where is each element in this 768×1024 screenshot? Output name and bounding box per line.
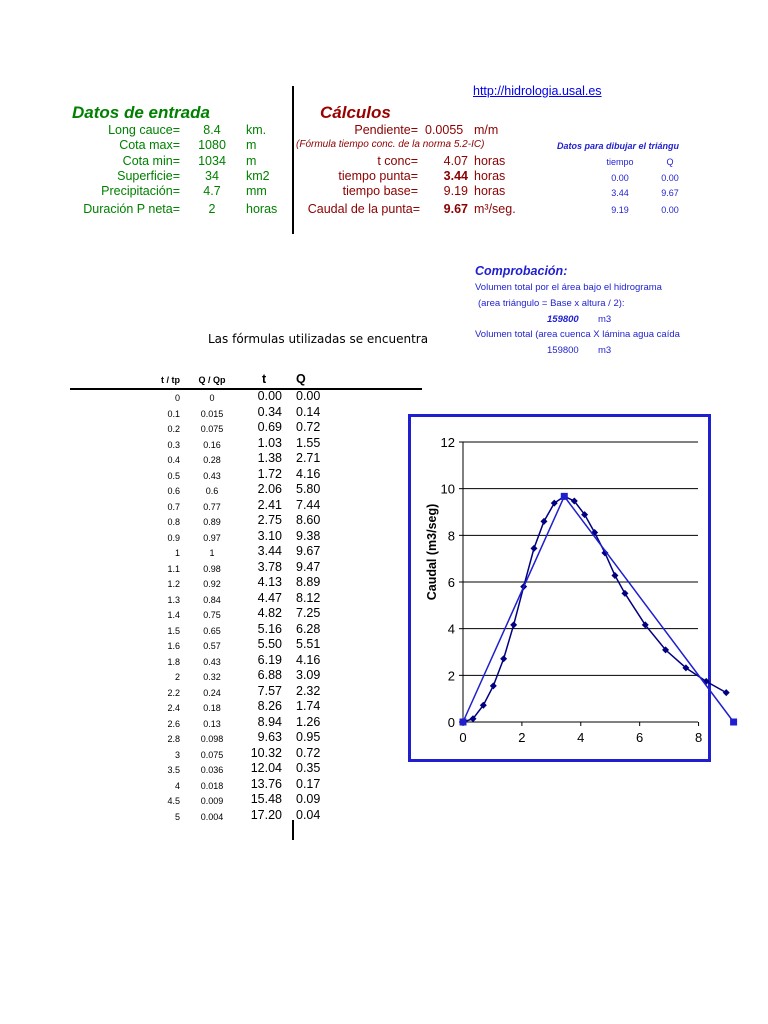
cell-q: 0.04	[296, 807, 321, 822]
triangle-point	[730, 719, 737, 726]
table-row	[0, 405, 430, 420]
cell-q-qp: 0.6	[205, 486, 219, 496]
cell-q: 1.55	[296, 435, 321, 450]
input-label: Cota min=	[122, 154, 180, 168]
table-row	[0, 420, 430, 435]
table-row	[0, 436, 430, 451]
cell-q-qp: 0.84	[203, 594, 221, 605]
cell-t: 2.41	[257, 497, 282, 512]
chart-frame	[408, 414, 703, 764]
tbase-label: tiempo base=	[342, 184, 418, 198]
triangle-head-tiempo: tiempo	[606, 157, 634, 167]
cell-t-tp: 0.2	[167, 424, 180, 434]
cell-q-qp: 0.015	[200, 408, 224, 419]
separator-line-bottom	[292, 820, 294, 840]
input-value[interactable]: 2	[208, 202, 216, 216]
cell-t-tp: 2.6	[167, 718, 180, 729]
x-tick-label: 8	[694, 730, 703, 745]
pendiente-unit: m/m	[474, 123, 499, 137]
x-tick-label: 0	[459, 730, 467, 745]
cell-q: 0.14	[296, 404, 321, 419]
cell-q-qp: 0.43	[203, 470, 221, 481]
input-value[interactable]: 1034	[198, 154, 226, 168]
input-value[interactable]: 1080	[198, 138, 226, 152]
cell-t-tp: 0.4	[167, 455, 180, 465]
cell-t-tp: 0.5	[167, 470, 180, 481]
triangle-tiempo: 9.19	[611, 205, 629, 215]
triangle-q: 0.00	[661, 173, 679, 183]
cell-t-tp: 0.3	[167, 439, 180, 450]
caudal-value: 9.67	[443, 202, 468, 216]
input-label: Precipitación=	[101, 184, 180, 198]
cell-q-qp: 0.43	[203, 656, 221, 667]
tpunta-unit: horas	[474, 169, 506, 183]
cell-t-tp: 1.3	[167, 594, 180, 605]
cell-t: 5.16	[257, 621, 282, 636]
cell-q: 7.25	[296, 606, 321, 620]
cell-t: 8.94	[257, 714, 282, 729]
input-label: Duración P neta=	[83, 202, 180, 216]
x-tick-label: 6	[636, 730, 644, 745]
table-header-q: Q	[296, 372, 306, 386]
check-vol1-value: 159800	[547, 314, 579, 325]
cell-t-tp: 0.1	[167, 408, 180, 419]
cell-t-tp: 2.4	[167, 703, 180, 713]
table-row	[0, 668, 430, 683]
cell-q-qp: 0.24	[203, 687, 221, 698]
cell-q: 0.72	[296, 420, 321, 434]
cell-q-qp: 0.98	[203, 563, 221, 574]
table-row	[0, 498, 430, 513]
formulas-note: Las fórmulas utilizadas se encuentra	[208, 332, 429, 346]
cell-t-tp: 2	[174, 672, 180, 682]
check-title: Comprobación:	[475, 264, 568, 278]
tconc-label: t conc=	[377, 154, 418, 168]
check-line3: Volumen total (area cuenca X lámina agua caída	[475, 329, 680, 340]
cell-q: 1.26	[296, 714, 321, 729]
cell-q-qp: 0.004	[200, 811, 224, 822]
cell-q: 0.72	[296, 745, 321, 760]
x-tick-label: 4	[577, 730, 585, 745]
cell-t: 2.75	[257, 513, 282, 527]
cell-t-tp: 0.7	[167, 501, 180, 512]
cell-t: 4.47	[257, 590, 282, 605]
cell-q-qp: 0.57	[203, 641, 221, 651]
cell-q: 1.74	[296, 699, 321, 713]
cell-q: 5.80	[296, 482, 321, 496]
triangle-q: 0.00	[661, 205, 679, 215]
input-value[interactable]: 34	[205, 169, 219, 183]
cell-t: 3.44	[257, 544, 282, 558]
table-row	[0, 513, 430, 528]
cell-t-tp: 3.5	[167, 765, 180, 775]
table-row	[0, 792, 430, 807]
triangle-tiempo: 0.00	[611, 173, 629, 183]
cell-q-qp: 0.036	[200, 765, 224, 775]
input-unit: m	[246, 154, 257, 168]
table-row	[0, 529, 430, 544]
cell-q-qp: 0.28	[203, 455, 221, 465]
caudal-unit: m³/seg.	[474, 202, 516, 216]
y-axis-label: Caudal (m3/seg)	[425, 503, 439, 601]
tconc-value: 4.07	[443, 154, 468, 168]
cell-q: 9.38	[296, 528, 321, 543]
cell-t: 3.10	[257, 528, 282, 543]
cell-t-tp: 1.1	[167, 563, 180, 574]
cell-q: 4.16	[296, 652, 321, 667]
triangle-point	[460, 719, 467, 726]
check-line1: Volumen total por el área bajo el hidrograma	[475, 282, 662, 293]
cell-q-qp: 0	[209, 393, 215, 403]
input-unit: km.	[246, 123, 267, 137]
y-tick-label: 2	[447, 668, 455, 684]
cell-t-tp: 0.9	[167, 532, 180, 543]
table-row	[0, 560, 430, 575]
cell-q: 3.09	[296, 668, 321, 682]
cell-q: 8.12	[296, 590, 321, 605]
y-tick-label: 8	[447, 528, 455, 544]
cell-t: 4.82	[257, 606, 282, 620]
caudal-label: Caudal de la punta=	[307, 202, 420, 216]
pendiente-value: 0.0055	[425, 123, 464, 137]
cell-t-tp: 1.5	[167, 625, 180, 636]
cell-q-qp: 0.75	[203, 610, 221, 620]
table-row	[0, 451, 430, 466]
table-header-t-tp: t / tp	[161, 375, 180, 385]
cell-t-tp: 1.2	[167, 579, 180, 589]
cell-t: 1.72	[257, 466, 282, 481]
cell-q: 0.00	[296, 389, 321, 403]
table-row	[0, 746, 430, 761]
cell-t: 1.38	[257, 451, 282, 465]
cell-q-qp: 0.075	[200, 749, 224, 760]
table-row	[0, 467, 430, 482]
y-tick-label: 12	[440, 435, 455, 450]
table-row	[0, 684, 430, 699]
tpunta-value: 3.44	[443, 169, 468, 183]
tbase-unit: horas	[474, 184, 506, 198]
cell-t: 9.63	[257, 730, 282, 744]
cell-t-tp: 2.2	[167, 687, 180, 698]
cell-q-qp: 1	[209, 548, 215, 558]
check-vol2-value: 159800	[547, 345, 579, 356]
cell-q: 2.71	[296, 451, 321, 465]
input-value[interactable]: 4.7	[203, 184, 221, 198]
cell-q-qp: 0.16	[203, 439, 221, 450]
cell-t-tp: 5	[174, 811, 180, 822]
table-row	[0, 808, 430, 823]
cell-q: 8.89	[296, 575, 321, 589]
cell-q-qp: 0.018	[200, 780, 224, 791]
triangle-head-q: Q	[666, 157, 674, 167]
cell-t: 8.26	[257, 699, 282, 713]
cell-t: 0.34	[257, 404, 282, 419]
cell-q: 6.28	[296, 621, 321, 636]
cell-q: 4.16	[296, 466, 321, 481]
cell-t: 6.88	[257, 668, 282, 682]
input-unit: mm	[246, 184, 267, 198]
cell-t: 4.13	[257, 575, 282, 589]
table-row	[0, 591, 430, 606]
cell-t: 2.06	[257, 482, 282, 496]
cell-t: 3.78	[257, 559, 282, 574]
table-row	[0, 606, 430, 621]
cell-q-qp: 0.18	[203, 703, 221, 713]
cell-q-qp: 0.32	[203, 672, 221, 682]
calc-title: Cálculos	[320, 103, 391, 122]
table-row	[0, 637, 430, 652]
input-unit: km2	[246, 169, 270, 183]
cell-q: 9.47	[296, 559, 321, 574]
cell-q: 8.60	[296, 513, 321, 527]
triangle-title: Datos para dibujar el triángu	[557, 141, 680, 151]
table-header-q-qp: Q / Qp	[198, 375, 226, 385]
cell-q: 5.51	[296, 637, 321, 651]
check-line2: (area triángulo = Base x altura / 2):	[478, 298, 625, 309]
cell-t: 17.20	[250, 807, 282, 822]
cell-t-tp: 0.8	[167, 517, 180, 527]
tconc-unit: horas	[474, 154, 506, 168]
cell-t-tp: 3	[174, 749, 180, 760]
cell-q: 2.32	[296, 683, 321, 698]
cell-t-tp: 1.8	[167, 656, 180, 667]
input-label: Cota max=	[119, 138, 180, 152]
table-row	[0, 482, 430, 497]
cell-q-qp: 0.009	[200, 796, 224, 806]
inputs-title: Datos de entrada	[72, 103, 210, 122]
cell-t-tp: 0.6	[167, 486, 180, 496]
cell-t: 13.76	[250, 776, 282, 791]
table-row	[0, 777, 430, 792]
table-row	[0, 622, 430, 637]
cell-q: 0.09	[296, 792, 321, 806]
cell-q: 0.17	[296, 776, 321, 791]
table-row	[0, 761, 430, 776]
cell-q-qp: 0.92	[203, 579, 221, 589]
check-vol1-unit: m3	[598, 314, 612, 325]
hydrograph-point	[723, 689, 730, 696]
cell-t: 0.00	[257, 389, 282, 403]
table-row	[0, 544, 430, 559]
formula-note: (Fórmula tiempo conc. de la norma 5.2-IC)	[296, 139, 485, 150]
table-row	[0, 730, 430, 745]
cell-q-qp: 0.89	[203, 517, 221, 527]
cell-t: 12.04	[250, 761, 282, 775]
cell-t: 15.48	[250, 792, 282, 806]
y-tick-label: 10	[440, 481, 455, 497]
cell-t: 5.50	[257, 637, 282, 651]
cell-q-qp: 0.97	[203, 532, 221, 543]
triangle-q: 9.67	[661, 188, 679, 198]
triangle-point	[561, 493, 568, 500]
input-unit: m	[246, 138, 257, 152]
cell-t: 6.19	[257, 652, 282, 667]
table-row	[0, 715, 430, 730]
separator-line	[292, 86, 294, 234]
tbase-value: 9.19	[443, 184, 468, 198]
hidrologia-link[interactable]: http://hidrologia.usal.es	[473, 84, 602, 98]
cell-q-qp: 0.13	[203, 718, 221, 729]
cell-t: 10.32	[250, 745, 282, 760]
table-row	[0, 653, 430, 668]
cell-t-tp: 1.4	[167, 610, 180, 620]
check-vol2-unit: m3	[598, 345, 612, 356]
input-value[interactable]: 8.4	[203, 123, 221, 137]
cell-t: 0.69	[257, 420, 282, 434]
y-tick-label: 0	[447, 715, 455, 730]
input-label: Long cauce=	[108, 123, 180, 137]
cell-t-tp: 1	[174, 548, 180, 558]
y-tick-label: 6	[447, 575, 455, 590]
cell-t-tp: 4	[174, 780, 180, 791]
tpunta-label: tiempo punta=	[338, 169, 418, 183]
cell-t-tp: 4.5	[167, 796, 180, 806]
cell-q: 0.35	[296, 761, 321, 775]
cell-q-qp: 0.77	[203, 501, 221, 512]
cell-q: 0.95	[296, 730, 321, 744]
cell-t-tp: 0	[174, 393, 180, 403]
cell-q-qp: 0.65	[203, 625, 221, 636]
cell-t-tp: 2.8	[167, 734, 180, 744]
x-tick-label: 2	[518, 730, 526, 745]
cell-q: 9.67	[296, 544, 321, 558]
cell-q: 7.44	[296, 497, 321, 512]
pendiente-label: Pendiente=	[354, 123, 418, 137]
y-tick-label: 4	[447, 621, 455, 637]
input-unit: horas	[246, 202, 278, 216]
cell-t: 1.03	[257, 435, 282, 450]
cell-t-tp: 1.6	[167, 641, 180, 651]
table-row	[0, 389, 430, 404]
input-label: Superficie=	[117, 169, 180, 183]
cell-t: 7.57	[257, 683, 282, 698]
table-row	[0, 575, 430, 590]
cell-q-qp: 0.075	[200, 424, 224, 434]
hydrograph-chart	[408, 414, 703, 764]
cell-q-qp: 0.098	[200, 734, 224, 744]
triangle-tiempo: 3.44	[611, 188, 629, 198]
table-row	[0, 699, 430, 714]
table-header-t: t	[262, 372, 267, 386]
